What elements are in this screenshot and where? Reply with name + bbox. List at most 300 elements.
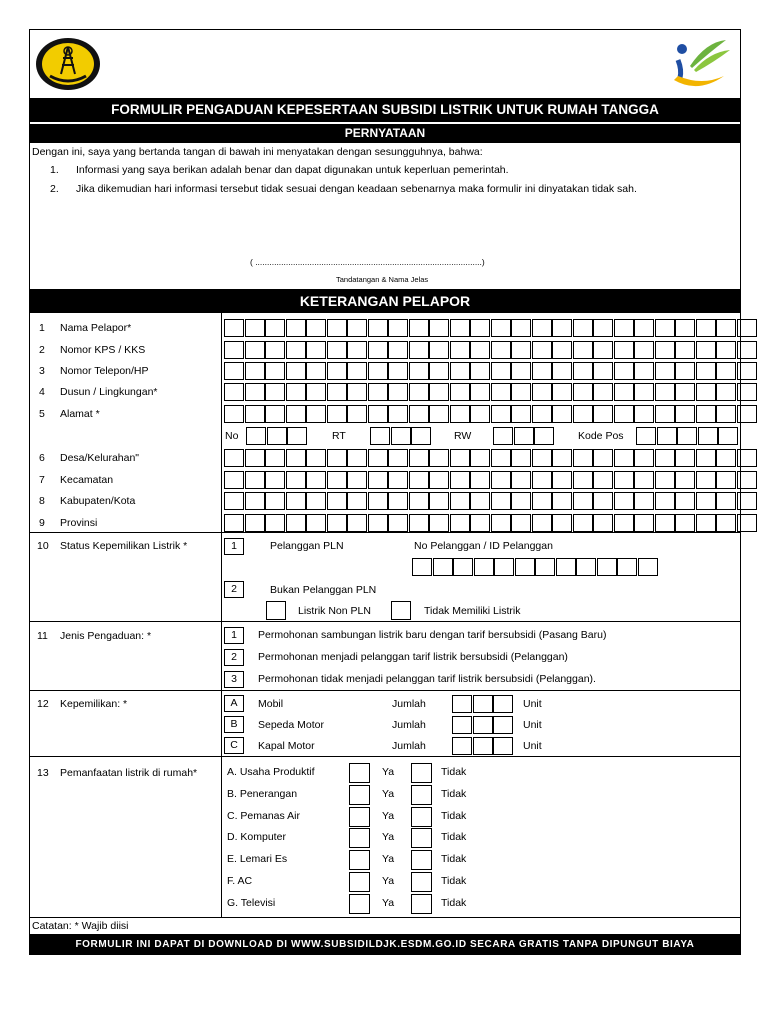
input-cell[interactable] xyxy=(696,471,716,489)
input-cell[interactable] xyxy=(532,449,552,467)
input-cell[interactable] xyxy=(368,405,388,423)
input-cell[interactable] xyxy=(593,471,613,489)
input-cell[interactable] xyxy=(265,319,285,337)
input-cell[interactable] xyxy=(347,405,367,423)
input-cell[interactable] xyxy=(470,341,490,359)
input-cell[interactable] xyxy=(593,492,613,510)
input-cell[interactable] xyxy=(327,449,347,467)
input-cell[interactable] xyxy=(245,471,265,489)
input-cell[interactable] xyxy=(511,514,531,532)
input-cell[interactable] xyxy=(737,341,757,359)
input-cell[interactable] xyxy=(634,383,654,401)
input-cell[interactable] xyxy=(511,341,531,359)
input-cell[interactable] xyxy=(634,514,654,532)
input-cell[interactable] xyxy=(450,492,470,510)
no-electricity-checkbox[interactable] xyxy=(391,601,411,620)
input-cell[interactable] xyxy=(552,319,572,337)
usage-no-checkbox[interactable] xyxy=(411,850,432,870)
input-cell[interactable] xyxy=(634,319,654,337)
input-cell[interactable] xyxy=(265,471,285,489)
input-cell[interactable] xyxy=(368,341,388,359)
usage-yes-checkbox[interactable] xyxy=(349,763,370,783)
input-cell[interactable] xyxy=(388,492,408,510)
input-cell[interactable] xyxy=(716,514,736,532)
input-cell[interactable] xyxy=(614,362,634,380)
input-cell[interactable] xyxy=(245,341,265,359)
input-cell[interactable] xyxy=(696,492,716,510)
input-cell[interactable] xyxy=(491,471,511,489)
usage-no-checkbox[interactable] xyxy=(411,828,432,848)
input-cell[interactable] xyxy=(556,558,576,576)
input-cell[interactable] xyxy=(412,558,432,576)
input-cell[interactable] xyxy=(655,405,675,423)
input-cell[interactable] xyxy=(327,319,347,337)
input-cell[interactable] xyxy=(224,514,244,532)
input-cell[interactable] xyxy=(327,383,347,401)
input-cell[interactable] xyxy=(511,383,531,401)
input-cell[interactable] xyxy=(634,341,654,359)
input-cell[interactable] xyxy=(593,449,613,467)
input-cell[interactable] xyxy=(265,341,285,359)
ownership-qty-input[interactable] xyxy=(452,737,514,755)
input-cell[interactable] xyxy=(552,471,572,489)
input-cell[interactable] xyxy=(573,471,593,489)
input-cell[interactable] xyxy=(429,362,449,380)
input-cell[interactable] xyxy=(429,341,449,359)
input-cell[interactable] xyxy=(306,492,326,510)
input-cell[interactable] xyxy=(327,492,347,510)
input-cell[interactable] xyxy=(716,362,736,380)
input-cell[interactable] xyxy=(493,427,513,445)
input-cell[interactable] xyxy=(245,492,265,510)
input-cell[interactable] xyxy=(452,695,472,713)
input-cell[interactable] xyxy=(491,341,511,359)
input-cell[interactable] xyxy=(347,341,367,359)
input-cell[interactable] xyxy=(655,319,675,337)
field-input[interactable] xyxy=(224,471,757,489)
input-cell[interactable] xyxy=(552,449,572,467)
ownership-code-box[interactable]: C xyxy=(224,737,244,754)
input-cell[interactable] xyxy=(429,383,449,401)
input-cell[interactable] xyxy=(634,362,654,380)
status-opt1-box[interactable]: 1 xyxy=(224,538,244,555)
input-cell[interactable] xyxy=(614,341,634,359)
input-cell[interactable] xyxy=(450,341,470,359)
input-cell[interactable] xyxy=(286,405,306,423)
input-cell[interactable] xyxy=(737,471,757,489)
input-cell[interactable] xyxy=(532,362,552,380)
input-cell[interactable] xyxy=(433,558,453,576)
input-cell[interactable] xyxy=(491,319,511,337)
input-cell[interactable] xyxy=(696,514,716,532)
input-cell[interactable] xyxy=(675,449,695,467)
input-cell[interactable] xyxy=(614,319,634,337)
input-cell[interactable] xyxy=(347,383,367,401)
input-cell[interactable] xyxy=(245,319,265,337)
input-cell[interactable] xyxy=(245,514,265,532)
address-sub-input[interactable] xyxy=(493,427,555,445)
input-cell[interactable] xyxy=(655,449,675,467)
input-cell[interactable] xyxy=(634,471,654,489)
input-cell[interactable] xyxy=(593,341,613,359)
input-cell[interactable] xyxy=(573,383,593,401)
address-sub-input[interactable] xyxy=(370,427,432,445)
input-cell[interactable] xyxy=(470,449,490,467)
input-cell[interactable] xyxy=(429,471,449,489)
field-input[interactable] xyxy=(224,341,757,359)
input-cell[interactable] xyxy=(306,449,326,467)
signature-line[interactable]: ( ................................................................................................) xyxy=(250,257,485,267)
input-cell[interactable] xyxy=(573,341,593,359)
input-cell[interactable] xyxy=(597,558,617,576)
input-cell[interactable] xyxy=(614,492,634,510)
input-cell[interactable] xyxy=(409,341,429,359)
input-cell[interactable] xyxy=(655,362,675,380)
input-cell[interactable] xyxy=(245,383,265,401)
input-cell[interactable] xyxy=(655,341,675,359)
input-cell[interactable] xyxy=(452,716,472,734)
input-cell[interactable] xyxy=(388,341,408,359)
input-cell[interactable] xyxy=(473,716,493,734)
input-cell[interactable] xyxy=(696,405,716,423)
input-cell[interactable] xyxy=(614,405,634,423)
input-cell[interactable] xyxy=(391,427,411,445)
input-cell[interactable] xyxy=(573,492,593,510)
ownership-qty-input[interactable] xyxy=(452,695,514,713)
input-cell[interactable] xyxy=(696,362,716,380)
input-cell[interactable] xyxy=(491,383,511,401)
input-cell[interactable] xyxy=(737,319,757,337)
input-cell[interactable] xyxy=(286,449,306,467)
input-cell[interactable] xyxy=(450,471,470,489)
input-cell[interactable] xyxy=(409,362,429,380)
input-cell[interactable] xyxy=(491,514,511,532)
input-cell[interactable] xyxy=(388,319,408,337)
input-cell[interactable] xyxy=(224,492,244,510)
input-cell[interactable] xyxy=(452,737,472,755)
input-cell[interactable] xyxy=(409,471,429,489)
input-cell[interactable] xyxy=(716,319,736,337)
input-cell[interactable] xyxy=(327,471,347,489)
input-cell[interactable] xyxy=(327,341,347,359)
field-input[interactable] xyxy=(224,514,757,532)
input-cell[interactable] xyxy=(491,449,511,467)
input-cell[interactable] xyxy=(327,405,347,423)
input-cell[interactable] xyxy=(634,492,654,510)
input-cell[interactable] xyxy=(737,492,757,510)
usage-yes-checkbox[interactable] xyxy=(349,894,370,914)
input-cell[interactable] xyxy=(716,492,736,510)
input-cell[interactable] xyxy=(265,362,285,380)
input-cell[interactable] xyxy=(450,383,470,401)
input-cell[interactable] xyxy=(470,514,490,532)
input-cell[interactable] xyxy=(614,383,634,401)
input-cell[interactable] xyxy=(532,383,552,401)
usage-yes-checkbox[interactable] xyxy=(349,828,370,848)
input-cell[interactable] xyxy=(306,319,326,337)
input-cell[interactable] xyxy=(388,449,408,467)
ownership-qty-input[interactable] xyxy=(452,716,514,734)
input-cell[interactable] xyxy=(655,383,675,401)
input-cell[interactable] xyxy=(224,383,244,401)
input-cell[interactable] xyxy=(388,471,408,489)
input-cell[interactable] xyxy=(535,558,555,576)
input-cell[interactable] xyxy=(429,405,449,423)
input-cell[interactable] xyxy=(634,405,654,423)
input-cell[interactable] xyxy=(306,471,326,489)
field-input[interactable] xyxy=(224,492,757,510)
input-cell[interactable] xyxy=(491,362,511,380)
input-cell[interactable] xyxy=(493,737,513,755)
usage-no-checkbox[interactable] xyxy=(411,894,432,914)
usage-yes-checkbox[interactable] xyxy=(349,872,370,892)
input-cell[interactable] xyxy=(532,405,552,423)
input-cell[interactable] xyxy=(470,405,490,423)
usage-no-checkbox[interactable] xyxy=(411,807,432,827)
input-cell[interactable] xyxy=(573,319,593,337)
input-cell[interactable] xyxy=(347,362,367,380)
input-cell[interactable] xyxy=(532,319,552,337)
field-input[interactable] xyxy=(224,449,757,467)
input-cell[interactable] xyxy=(491,492,511,510)
input-cell[interactable] xyxy=(347,319,367,337)
input-cell[interactable] xyxy=(388,383,408,401)
input-cell[interactable] xyxy=(450,449,470,467)
input-cell[interactable] xyxy=(388,362,408,380)
input-cell[interactable] xyxy=(696,341,716,359)
input-cell[interactable] xyxy=(576,558,596,576)
input-cell[interactable] xyxy=(286,514,306,532)
input-cell[interactable] xyxy=(617,558,637,576)
usage-no-checkbox[interactable] xyxy=(411,872,432,892)
input-cell[interactable] xyxy=(224,319,244,337)
input-cell[interactable] xyxy=(224,449,244,467)
input-cell[interactable] xyxy=(494,558,514,576)
input-cell[interactable] xyxy=(286,471,306,489)
non-pln-checkbox[interactable] xyxy=(266,601,286,620)
input-cell[interactable] xyxy=(514,427,534,445)
usage-yes-checkbox[interactable] xyxy=(349,785,370,805)
input-cell[interactable] xyxy=(511,471,531,489)
input-cell[interactable] xyxy=(327,362,347,380)
input-cell[interactable] xyxy=(696,383,716,401)
input-cell[interactable] xyxy=(677,427,697,445)
complaint-type-box[interactable]: 2 xyxy=(224,649,244,666)
input-cell[interactable] xyxy=(286,341,306,359)
input-cell[interactable] xyxy=(470,492,490,510)
input-cell[interactable] xyxy=(470,362,490,380)
input-cell[interactable] xyxy=(573,449,593,467)
input-cell[interactable] xyxy=(655,514,675,532)
input-cell[interactable] xyxy=(511,449,531,467)
input-cell[interactable] xyxy=(593,362,613,380)
input-cell[interactable] xyxy=(409,319,429,337)
input-cell[interactable] xyxy=(265,492,285,510)
input-cell[interactable] xyxy=(265,383,285,401)
input-cell[interactable] xyxy=(470,383,490,401)
input-cell[interactable] xyxy=(368,449,388,467)
input-cell[interactable] xyxy=(737,362,757,380)
ownership-code-box[interactable]: A xyxy=(224,695,244,712)
input-cell[interactable] xyxy=(368,492,388,510)
input-cell[interactable] xyxy=(470,319,490,337)
input-cell[interactable] xyxy=(511,362,531,380)
input-cell[interactable] xyxy=(716,341,736,359)
input-cell[interactable] xyxy=(716,471,736,489)
input-cell[interactable] xyxy=(716,405,736,423)
input-cell[interactable] xyxy=(286,362,306,380)
input-cell[interactable] xyxy=(511,492,531,510)
input-cell[interactable] xyxy=(429,449,449,467)
input-cell[interactable] xyxy=(306,383,326,401)
input-cell[interactable] xyxy=(696,449,716,467)
input-cell[interactable] xyxy=(409,383,429,401)
input-cell[interactable] xyxy=(388,514,408,532)
input-cell[interactable] xyxy=(657,427,677,445)
input-cell[interactable] xyxy=(614,514,634,532)
input-cell[interactable] xyxy=(511,319,531,337)
input-cell[interactable] xyxy=(737,449,757,467)
input-cell[interactable] xyxy=(491,405,511,423)
input-cell[interactable] xyxy=(655,492,675,510)
input-cell[interactable] xyxy=(450,319,470,337)
complaint-type-box[interactable]: 3 xyxy=(224,671,244,688)
input-cell[interactable] xyxy=(450,514,470,532)
input-cell[interactable] xyxy=(370,427,390,445)
input-cell[interactable] xyxy=(593,319,613,337)
input-cell[interactable] xyxy=(347,449,367,467)
input-cell[interactable] xyxy=(552,341,572,359)
input-cell[interactable] xyxy=(368,471,388,489)
input-cell[interactable] xyxy=(224,471,244,489)
input-cell[interactable] xyxy=(675,362,695,380)
input-cell[interactable] xyxy=(675,341,695,359)
input-cell[interactable] xyxy=(368,362,388,380)
input-cell[interactable] xyxy=(675,319,695,337)
input-cell[interactable] xyxy=(265,405,285,423)
input-cell[interactable] xyxy=(368,514,388,532)
input-cell[interactable] xyxy=(614,471,634,489)
field-input[interactable] xyxy=(224,383,757,401)
input-cell[interactable] xyxy=(552,514,572,532)
input-cell[interactable] xyxy=(388,405,408,423)
input-cell[interactable] xyxy=(429,319,449,337)
input-cell[interactable] xyxy=(493,716,513,734)
input-cell[interactable] xyxy=(453,558,473,576)
input-cell[interactable] xyxy=(429,492,449,510)
status-opt2-box[interactable]: 2 xyxy=(224,581,244,598)
input-cell[interactable] xyxy=(614,449,634,467)
input-cell[interactable] xyxy=(737,383,757,401)
input-cell[interactable] xyxy=(716,449,736,467)
input-cell[interactable] xyxy=(698,427,718,445)
input-cell[interactable] xyxy=(409,405,429,423)
complaint-type-box[interactable]: 1 xyxy=(224,627,244,644)
input-cell[interactable] xyxy=(411,427,431,445)
input-cell[interactable] xyxy=(245,405,265,423)
input-cell[interactable] xyxy=(552,492,572,510)
input-cell[interactable] xyxy=(286,492,306,510)
input-cell[interactable] xyxy=(306,405,326,423)
input-cell[interactable] xyxy=(718,427,738,445)
input-cell[interactable] xyxy=(534,427,554,445)
customer-id-input[interactable] xyxy=(412,558,658,576)
input-cell[interactable] xyxy=(347,492,367,510)
input-cell[interactable] xyxy=(224,405,244,423)
input-cell[interactable] xyxy=(265,514,285,532)
address-sub-input[interactable] xyxy=(636,427,739,445)
input-cell[interactable] xyxy=(593,405,613,423)
input-cell[interactable] xyxy=(286,319,306,337)
input-cell[interactable] xyxy=(450,405,470,423)
input-cell[interactable] xyxy=(737,514,757,532)
usage-yes-checkbox[interactable] xyxy=(349,850,370,870)
input-cell[interactable] xyxy=(593,514,613,532)
input-cell[interactable] xyxy=(573,514,593,532)
address-sub-input[interactable] xyxy=(246,427,308,445)
input-cell[interactable] xyxy=(634,449,654,467)
input-cell[interactable] xyxy=(429,514,449,532)
field-input[interactable] xyxy=(224,362,757,380)
input-cell[interactable] xyxy=(552,362,572,380)
input-cell[interactable] xyxy=(493,695,513,713)
input-cell[interactable] xyxy=(286,383,306,401)
input-cell[interactable] xyxy=(473,737,493,755)
input-cell[interactable] xyxy=(347,514,367,532)
input-cell[interactable] xyxy=(450,362,470,380)
input-cell[interactable] xyxy=(327,514,347,532)
ownership-code-box[interactable]: B xyxy=(224,716,244,733)
input-cell[interactable] xyxy=(511,405,531,423)
input-cell[interactable] xyxy=(347,471,367,489)
input-cell[interactable] xyxy=(473,695,493,713)
input-cell[interactable] xyxy=(246,427,266,445)
input-cell[interactable] xyxy=(675,514,695,532)
input-cell[interactable] xyxy=(675,471,695,489)
input-cell[interactable] xyxy=(245,449,265,467)
input-cell[interactable] xyxy=(532,471,552,489)
input-cell[interactable] xyxy=(224,341,244,359)
input-cell[interactable] xyxy=(636,427,656,445)
input-cell[interactable] xyxy=(638,558,658,576)
input-cell[interactable] xyxy=(675,383,695,401)
input-cell[interactable] xyxy=(532,341,552,359)
input-cell[interactable] xyxy=(593,383,613,401)
input-cell[interactable] xyxy=(532,514,552,532)
input-cell[interactable] xyxy=(224,362,244,380)
usage-no-checkbox[interactable] xyxy=(411,763,432,783)
input-cell[interactable] xyxy=(696,319,716,337)
input-cell[interactable] xyxy=(532,492,552,510)
input-cell[interactable] xyxy=(306,362,326,380)
input-cell[interactable] xyxy=(245,362,265,380)
input-cell[interactable] xyxy=(573,405,593,423)
field-input[interactable] xyxy=(224,319,757,337)
input-cell[interactable] xyxy=(573,362,593,380)
input-cell[interactable] xyxy=(265,449,285,467)
input-cell[interactable] xyxy=(675,492,695,510)
input-cell[interactable] xyxy=(552,383,572,401)
input-cell[interactable] xyxy=(737,405,757,423)
input-cell[interactable] xyxy=(409,449,429,467)
input-cell[interactable] xyxy=(716,383,736,401)
input-cell[interactable] xyxy=(368,319,388,337)
input-cell[interactable] xyxy=(287,427,307,445)
input-cell[interactable] xyxy=(552,405,572,423)
input-cell[interactable] xyxy=(409,492,429,510)
input-cell[interactable] xyxy=(675,405,695,423)
input-cell[interactable] xyxy=(306,514,326,532)
